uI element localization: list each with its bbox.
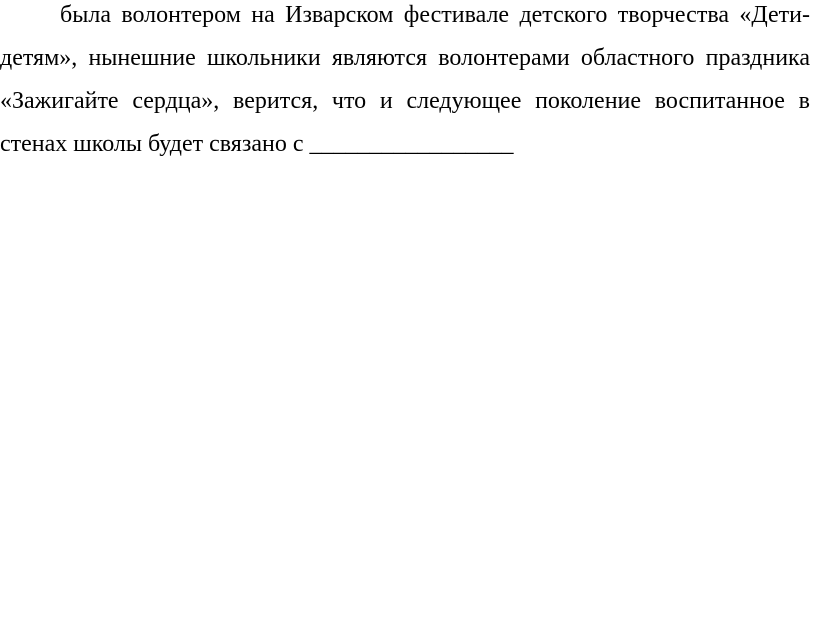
paragraph-line-3: «Зажигайте сердца», верится, что и следующее поколение воспитанное в bbox=[0, 88, 810, 114]
paragraph-line-2: детям», нынешние школьники являются волонтерами областного праздника bbox=[0, 45, 810, 71]
paragraph-line-4: стенах школы будет связано с _________________ bbox=[0, 131, 514, 157]
paragraph-line-1: была волонтером на Изварском фестивале детского творчества «Дети- bbox=[60, 2, 810, 28]
